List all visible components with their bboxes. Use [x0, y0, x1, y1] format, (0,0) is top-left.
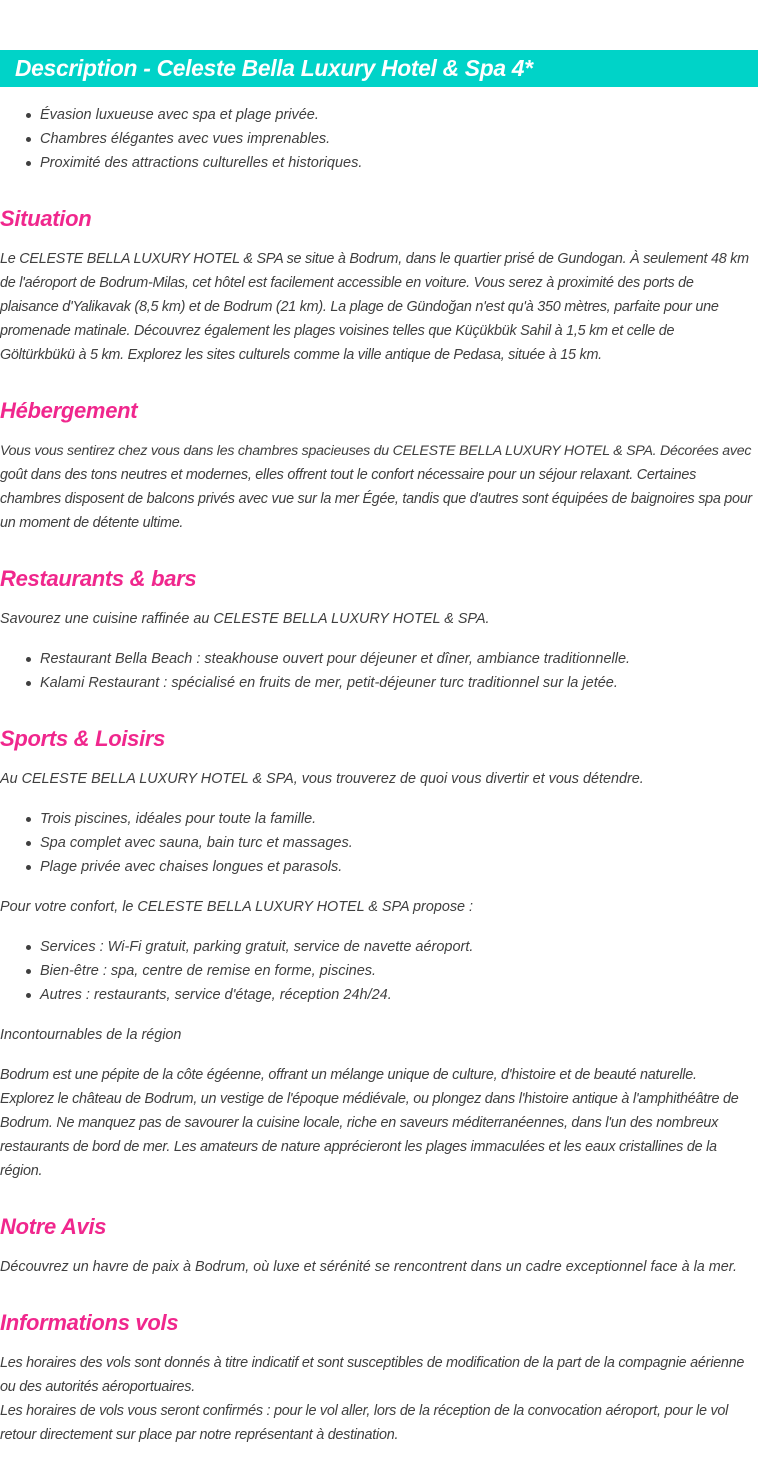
- text-line: Bodrum est une pépite de la côte égéenne, offrant un mélange unique de culture, d'histoire et de beauté naturelle.: [0, 1067, 697, 1083]
- text-line: un moment de détente ultime.: [0, 515, 184, 531]
- text-line: Les horaires de vols vous seront confirmés : pour le vol aller, lors de la réception de la convocation aéroport, pour le vol: [0, 1403, 729, 1419]
- hebergement-heading: Hébergement: [0, 398, 138, 423]
- text-line: restaurants de bord de mer. Les amateurs de nature apprécieront les plages immaculées et les eaux cristallines de la: [0, 1139, 717, 1155]
- page-title: Description - Celeste Bella Luxury Hotel & Spa 4*: [15, 55, 533, 81]
- situation-heading: Situation: [0, 206, 92, 231]
- text-line: Les horaires des vols sont donnés à titre indicatif et sont susceptibles de modification de la part de la compagnie aérienne: [0, 1355, 745, 1371]
- text-line: Le CELESTE BELLA LUXURY HOTEL & SPA se situe à Bodrum, dans le quartier prisé de Gundogan. À seulement 48 km: [0, 251, 749, 267]
- text-line: Vous vous sentirez chez vous dans les chambres spacieuses du CELESTE BELLA LUXURY HOTEL & SPA. Décorées avec: [0, 443, 752, 459]
- list-item: Spa complet avec sauna, bain turc et massages.: [0, 831, 353, 855]
- vols-text: [0, 1351, 758, 1447]
- restaurants-list: [0, 647, 630, 695]
- list-item: Trois piscines, idéales pour toute la famille.: [0, 807, 353, 831]
- restaurants-intro: Savourez une cuisine raffinée au CELESTE BELLA LUXURY HOTEL & SPA.: [0, 611, 490, 627]
- text-line: goût dans des tons neutres et modernes, elles offrent tout le confort nécessaire pour un séjour relaxant. Certaines: [0, 467, 697, 483]
- text-line: Bodrum. Ne manquez pas de savourer la cuisine locale, riche en saveurs méditerranéennes, dans l'un des nombreux: [0, 1115, 719, 1131]
- list-item: Proximité des attractions culturelles et historiques.: [0, 151, 362, 175]
- sports-intro: Au CELESTE BELLA LUXURY HOTEL & SPA, vous trouverez de quoi vous divertir et vous détendre.: [0, 771, 644, 787]
- situation-text: [0, 247, 758, 367]
- vols-heading: Informations vols: [0, 1310, 179, 1335]
- text-line: Explorez le château de Bodrum, un vestige de l'époque médiévale, ou plongez dans l'histoire antique à l'amphithéâtre de: [0, 1091, 739, 1107]
- list-item: Kalami Restaurant : spécialisé en fruits de mer, petit-déjeuner turc traditionnel sur la jetée.: [0, 671, 630, 695]
- list-item: Services : Wi-Fi gratuit, parking gratuit, service de navette aéroport.: [0, 935, 473, 959]
- restaurants-heading: Restaurants & bars: [0, 566, 197, 591]
- text-line: retour directement sur place par notre représentant à destination.: [0, 1427, 399, 1443]
- text-line: plaisance d'Yalikavak (8,5 km) et de Bodrum (21 km). La plage de Gündoğan n'est qu'à 350 mètres, parfaite pour une: [0, 299, 719, 315]
- avis-heading: Notre Avis: [0, 1214, 107, 1239]
- text-line: promenade matinale. Découvrez également les plages voisines telles que Küçükbük Sahil à 1,5 km et celle de: [0, 323, 675, 339]
- region-title: Incontournables de la région: [0, 1027, 182, 1043]
- comfort-list: [0, 935, 473, 1007]
- text-line: de l'aéroport de Bodrum-Milas, cet hôtel est facilement accessible en voiture. Vous serez à proximité des ports de: [0, 275, 694, 291]
- highlights-list: [0, 103, 362, 175]
- list-item: Autres : restaurants, service d'étage, réception 24h/24.: [0, 983, 473, 1007]
- list-item: Bien-être : spa, centre de remise en forme, piscines.: [0, 959, 473, 983]
- text-line: chambres disposent de balcons privés avec vue sur la mer Égée, tandis que d'autres sont équipées de baignoires spa pour: [0, 491, 752, 507]
- sports-heading: Sports & Loisirs: [0, 726, 166, 751]
- text-line: ou des autorités aéroportuaires.: [0, 1379, 195, 1395]
- list-item: Restaurant Bella Beach : steakhouse ouvert pour déjeuner et dîner, ambiance traditionnelle.: [0, 647, 630, 671]
- region-text: [0, 1063, 758, 1183]
- list-item: Plage privée avec chaises longues et parasols.: [0, 855, 353, 879]
- page-title-banner: [0, 50, 758, 87]
- text-line: Göltürkbükü à 5 km. Explorez les sites culturels comme la ville antique de Pedasa, située à 15 km.: [0, 347, 602, 363]
- comfort-intro: Pour votre confort, le CELESTE BELLA LUXURY HOTEL & SPA propose :: [0, 899, 473, 915]
- text-line: région.: [0, 1163, 43, 1179]
- hebergement-text: [0, 439, 758, 535]
- sports-list: [0, 807, 353, 879]
- list-item: Évasion luxueuse avec spa et plage privée.: [0, 103, 362, 127]
- avis-text: Découvrez un havre de paix à Bodrum, où luxe et sérénité se rencontrent dans un cadre exceptionnel face à la mer.: [0, 1259, 738, 1275]
- list-item: Chambres élégantes avec vues imprenables.: [0, 127, 362, 151]
